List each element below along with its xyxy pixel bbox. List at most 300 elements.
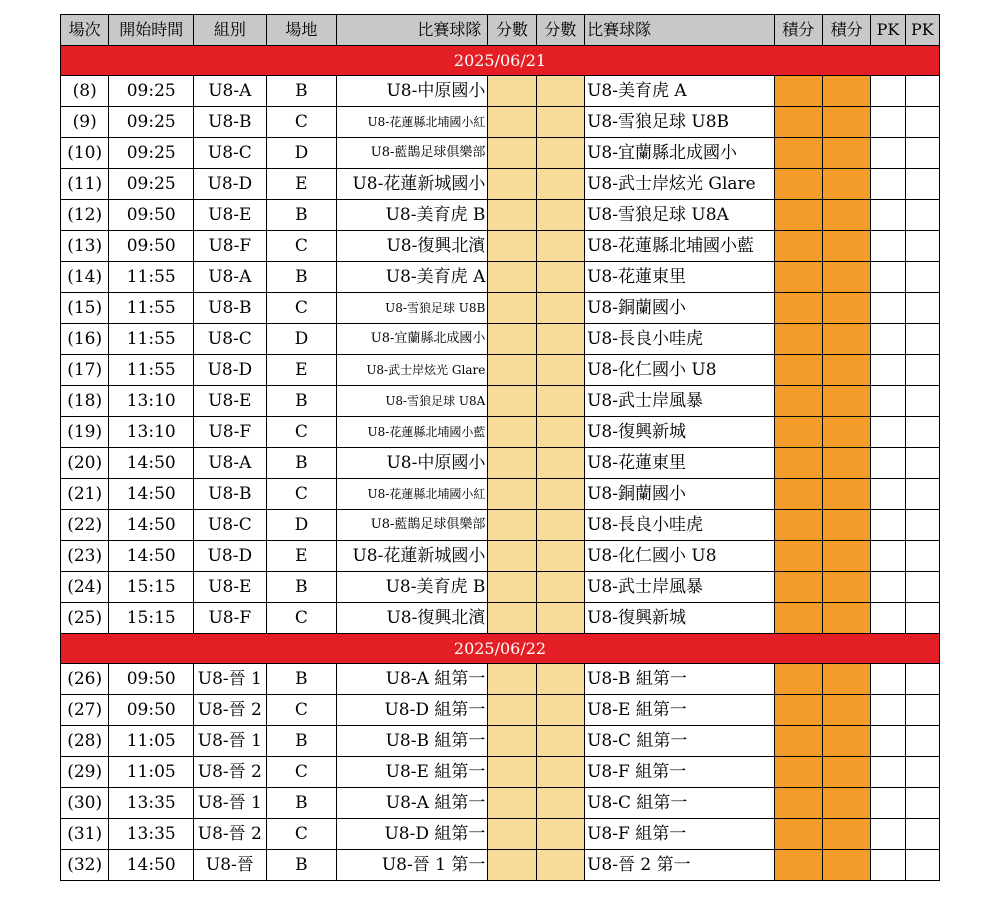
venue-cell: B bbox=[266, 572, 337, 603]
score-away-cell[interactable] bbox=[536, 819, 584, 850]
group-cell: U8-D bbox=[194, 541, 267, 572]
home-team-cell: U8-美育虎 B bbox=[337, 200, 488, 231]
group-cell: U8-C bbox=[194, 138, 267, 169]
points-away-cell[interactable] bbox=[822, 479, 870, 510]
pk-home-cell[interactable] bbox=[871, 479, 905, 510]
score-away-cell[interactable] bbox=[536, 76, 584, 107]
score-home-cell[interactable] bbox=[488, 169, 536, 200]
points-away-cell[interactable] bbox=[822, 510, 870, 541]
points-home-cell[interactable] bbox=[774, 603, 822, 634]
pk-home-cell[interactable] bbox=[871, 293, 905, 324]
match-no-cell: (28) bbox=[61, 726, 109, 757]
away-team-cell: U8-雪狼足球 U8A bbox=[585, 200, 775, 231]
start-time-cell: 13:10 bbox=[109, 386, 194, 417]
points-away-cell[interactable] bbox=[822, 541, 870, 572]
group-cell: U8-晉 2 bbox=[194, 695, 267, 726]
table-row bbox=[61, 850, 940, 881]
score-home-cell[interactable] bbox=[488, 572, 536, 603]
away-team-cell: U8-雪狼足球 U8B bbox=[585, 107, 775, 138]
home-team-cell: U8-復興北濱 bbox=[337, 231, 488, 262]
table-row bbox=[61, 726, 940, 757]
score-home-cell[interactable] bbox=[488, 757, 536, 788]
venue-cell: D bbox=[266, 324, 337, 355]
pk-home-cell[interactable] bbox=[871, 850, 905, 881]
points-away-cell[interactable] bbox=[822, 262, 870, 293]
points-away-cell[interactable] bbox=[822, 169, 870, 200]
pk-home-cell[interactable] bbox=[871, 510, 905, 541]
score-away-cell[interactable] bbox=[536, 107, 584, 138]
match-no-cell: (11) bbox=[61, 169, 109, 200]
header-home-team: 比賽球隊 bbox=[337, 15, 488, 46]
points-away-cell[interactable] bbox=[822, 138, 870, 169]
away-team-cell: U8-長良小哇虎 bbox=[585, 324, 775, 355]
score-home-cell[interactable] bbox=[488, 107, 536, 138]
table-row bbox=[61, 417, 940, 448]
match-no-cell: (14) bbox=[61, 262, 109, 293]
start-time-cell: 14:50 bbox=[109, 541, 194, 572]
score-away-cell[interactable] bbox=[536, 355, 584, 386]
score-home-cell[interactable] bbox=[488, 355, 536, 386]
header-match-no: 場次 bbox=[61, 15, 109, 46]
score-home-cell[interactable] bbox=[488, 695, 536, 726]
table-row bbox=[61, 169, 940, 200]
start-time-cell: 11:05 bbox=[109, 726, 194, 757]
pk-away-cell[interactable] bbox=[905, 479, 939, 510]
points-away-cell[interactable] bbox=[822, 695, 870, 726]
score-away-cell[interactable] bbox=[536, 541, 584, 572]
points-home-cell[interactable] bbox=[774, 695, 822, 726]
table-row bbox=[61, 324, 940, 355]
group-cell: U8-A bbox=[194, 448, 267, 479]
match-no-cell: (20) bbox=[61, 448, 109, 479]
pk-away-cell[interactable] bbox=[905, 510, 939, 541]
match-no-cell: (12) bbox=[61, 200, 109, 231]
score-home-cell[interactable] bbox=[488, 510, 536, 541]
score-away-cell[interactable] bbox=[536, 726, 584, 757]
start-time-cell: 15:15 bbox=[109, 603, 194, 634]
points-away-cell[interactable] bbox=[822, 200, 870, 231]
pk-home-cell[interactable] bbox=[871, 757, 905, 788]
date-row bbox=[61, 634, 940, 664]
score-home-cell[interactable] bbox=[488, 417, 536, 448]
pk-away-cell[interactable] bbox=[905, 572, 939, 603]
header-pk-away: PK bbox=[905, 15, 939, 46]
start-time-cell: 11:05 bbox=[109, 757, 194, 788]
score-away-cell[interactable] bbox=[536, 603, 584, 634]
venue-cell: C bbox=[266, 231, 337, 262]
away-team-cell: U8-花蓮縣北埔國小藍 bbox=[585, 231, 775, 262]
match-schedule-table bbox=[60, 14, 940, 881]
points-away-cell[interactable] bbox=[822, 417, 870, 448]
points-home-cell[interactable] bbox=[774, 386, 822, 417]
score-home-cell[interactable] bbox=[488, 603, 536, 634]
start-time-cell: 13:35 bbox=[109, 788, 194, 819]
points-away-cell[interactable] bbox=[822, 664, 870, 695]
match-no-cell: (22) bbox=[61, 510, 109, 541]
match-no-cell: (32) bbox=[61, 850, 109, 881]
venue-cell: B bbox=[266, 664, 337, 695]
venue-cell: B bbox=[266, 262, 337, 293]
score-home-cell[interactable] bbox=[488, 324, 536, 355]
match-no-cell: (31) bbox=[61, 819, 109, 850]
points-away-cell[interactable] bbox=[822, 788, 870, 819]
table-row bbox=[61, 262, 940, 293]
pk-away-cell[interactable] bbox=[905, 355, 939, 386]
points-home-cell[interactable] bbox=[774, 726, 822, 757]
table-row bbox=[61, 355, 940, 386]
table-row bbox=[61, 200, 940, 231]
pk-home-cell[interactable] bbox=[871, 448, 905, 479]
group-cell: U8-晉 1 bbox=[194, 788, 267, 819]
points-home-cell[interactable] bbox=[774, 76, 822, 107]
header-venue: 場地 bbox=[266, 15, 337, 46]
table-row bbox=[61, 479, 940, 510]
match-no-cell: (29) bbox=[61, 757, 109, 788]
venue-cell: C bbox=[266, 819, 337, 850]
venue-cell: C bbox=[266, 757, 337, 788]
pk-away-cell[interactable] bbox=[905, 138, 939, 169]
header-points-away: 積分 bbox=[822, 15, 870, 46]
table-row bbox=[61, 819, 940, 850]
pk-away-cell[interactable] bbox=[905, 262, 939, 293]
pk-home-cell[interactable] bbox=[871, 541, 905, 572]
score-away-cell[interactable] bbox=[536, 417, 584, 448]
group-cell: U8-D bbox=[194, 169, 267, 200]
home-team-cell: U8-花蓮縣北埔國小紅 bbox=[337, 107, 488, 138]
match-no-cell: (30) bbox=[61, 788, 109, 819]
home-team-cell: U8-E 組第一 bbox=[337, 757, 488, 788]
pk-home-cell[interactable] bbox=[871, 355, 905, 386]
points-away-cell[interactable] bbox=[822, 76, 870, 107]
pk-away-cell[interactable] bbox=[905, 448, 939, 479]
match-no-cell: (18) bbox=[61, 386, 109, 417]
home-team-cell: U8-宜蘭縣北成國小 bbox=[337, 324, 488, 355]
points-away-cell[interactable] bbox=[822, 293, 870, 324]
away-team-cell: U8-宜蘭縣北成國小 bbox=[585, 138, 775, 169]
points-home-cell[interactable] bbox=[774, 757, 822, 788]
home-team-cell: U8-A 組第一 bbox=[337, 788, 488, 819]
group-cell: U8-晉 1 bbox=[194, 664, 267, 695]
pk-home-cell[interactable] bbox=[871, 695, 905, 726]
pk-away-cell[interactable] bbox=[905, 726, 939, 757]
score-away-cell[interactable] bbox=[536, 448, 584, 479]
points-home-cell[interactable] bbox=[774, 138, 822, 169]
start-time-cell: 11:55 bbox=[109, 324, 194, 355]
score-home-cell[interactable] bbox=[488, 293, 536, 324]
pk-away-cell[interactable] bbox=[905, 603, 939, 634]
pk-home-cell[interactable] bbox=[871, 200, 905, 231]
home-team-cell: U8-花蓮縣北埔國小紅 bbox=[337, 479, 488, 510]
points-home-cell[interactable] bbox=[774, 355, 822, 386]
home-team-cell: U8-復興北濱 bbox=[337, 603, 488, 634]
venue-cell: D bbox=[266, 510, 337, 541]
header-score-away: 分數 bbox=[536, 15, 584, 46]
home-team-cell: U8-雪狼足球 U8B bbox=[337, 293, 488, 324]
away-team-cell: U8-復興新城 bbox=[585, 417, 775, 448]
away-team-cell: U8-武士岸風暴 bbox=[585, 572, 775, 603]
score-away-cell[interactable] bbox=[536, 324, 584, 355]
home-team-cell: U8-B 組第一 bbox=[337, 726, 488, 757]
start-time-cell: 14:50 bbox=[109, 479, 194, 510]
group-cell: U8-B bbox=[194, 107, 267, 138]
points-away-cell[interactable] bbox=[822, 757, 870, 788]
points-away-cell[interactable] bbox=[822, 850, 870, 881]
points-home-cell[interactable] bbox=[774, 324, 822, 355]
table-row bbox=[61, 448, 940, 479]
points-home-cell[interactable] bbox=[774, 850, 822, 881]
pk-home-cell[interactable] bbox=[871, 726, 905, 757]
points-away-cell[interactable] bbox=[822, 231, 870, 262]
venue-cell: B bbox=[266, 726, 337, 757]
score-away-cell[interactable] bbox=[536, 757, 584, 788]
points-away-cell[interactable] bbox=[822, 324, 870, 355]
points-away-cell[interactable] bbox=[822, 386, 870, 417]
home-team-cell: U8-D 組第一 bbox=[337, 819, 488, 850]
group-cell: U8-F bbox=[194, 603, 267, 634]
score-away-cell[interactable] bbox=[536, 572, 584, 603]
venue-cell: E bbox=[266, 355, 337, 386]
start-time-cell: 11:55 bbox=[109, 355, 194, 386]
pk-away-cell[interactable] bbox=[905, 757, 939, 788]
group-cell: U8-C bbox=[194, 324, 267, 355]
score-away-cell[interactable] bbox=[536, 664, 584, 695]
pk-home-cell[interactable] bbox=[871, 819, 905, 850]
score-away-cell[interactable] bbox=[536, 510, 584, 541]
pk-home-cell[interactable] bbox=[871, 107, 905, 138]
pk-away-cell[interactable] bbox=[905, 788, 939, 819]
pk-away-cell[interactable] bbox=[905, 541, 939, 572]
home-team-cell: U8-美育虎 B bbox=[337, 572, 488, 603]
score-home-cell[interactable] bbox=[488, 726, 536, 757]
match-no-cell: (21) bbox=[61, 479, 109, 510]
score-away-cell[interactable] bbox=[536, 695, 584, 726]
pk-home-cell[interactable] bbox=[871, 572, 905, 603]
home-team-cell: U8-晉 1 第一 bbox=[337, 850, 488, 881]
start-time-cell: 15:15 bbox=[109, 572, 194, 603]
header-pk-home: PK bbox=[871, 15, 905, 46]
match-no-cell: (19) bbox=[61, 417, 109, 448]
start-time-cell: 13:35 bbox=[109, 819, 194, 850]
score-home-cell[interactable] bbox=[488, 664, 536, 695]
score-home-cell[interactable] bbox=[488, 850, 536, 881]
venue-cell: C bbox=[266, 695, 337, 726]
pk-home-cell[interactable] bbox=[871, 664, 905, 695]
venue-cell: B bbox=[266, 386, 337, 417]
date-label: 2025/06/21 bbox=[61, 46, 940, 76]
score-home-cell[interactable] bbox=[488, 386, 536, 417]
home-team-cell: U8-雪狼足球 U8A bbox=[337, 386, 488, 417]
score-home-cell[interactable] bbox=[488, 448, 536, 479]
pk-away-cell[interactable] bbox=[905, 695, 939, 726]
pk-home-cell[interactable] bbox=[871, 417, 905, 448]
pk-away-cell[interactable] bbox=[905, 231, 939, 262]
table-row bbox=[61, 231, 940, 262]
group-cell: U8-E bbox=[194, 386, 267, 417]
start-time-cell: 14:50 bbox=[109, 850, 194, 881]
match-no-cell: (27) bbox=[61, 695, 109, 726]
away-team-cell: U8-化仁國小 U8 bbox=[585, 355, 775, 386]
venue-cell: C bbox=[266, 107, 337, 138]
score-away-cell[interactable] bbox=[536, 850, 584, 881]
match-no-cell: (16) bbox=[61, 324, 109, 355]
pk-away-cell[interactable] bbox=[905, 417, 939, 448]
home-team-cell: U8-藍鵲足球俱樂部 bbox=[337, 510, 488, 541]
pk-home-cell[interactable] bbox=[871, 231, 905, 262]
score-away-cell[interactable] bbox=[536, 788, 584, 819]
points-home-cell[interactable] bbox=[774, 510, 822, 541]
points-away-cell[interactable] bbox=[822, 448, 870, 479]
points-away-cell[interactable] bbox=[822, 355, 870, 386]
pk-home-cell[interactable] bbox=[871, 603, 905, 634]
pk-home-cell[interactable] bbox=[871, 262, 905, 293]
group-cell: U8-A bbox=[194, 262, 267, 293]
score-away-cell[interactable] bbox=[536, 231, 584, 262]
pk-away-cell[interactable] bbox=[905, 293, 939, 324]
points-home-cell[interactable] bbox=[774, 417, 822, 448]
pk-away-cell[interactable] bbox=[905, 107, 939, 138]
home-team-cell: U8-美育虎 A bbox=[337, 262, 488, 293]
score-home-cell[interactable] bbox=[488, 138, 536, 169]
pk-away-cell[interactable] bbox=[905, 386, 939, 417]
pk-home-cell[interactable] bbox=[871, 138, 905, 169]
header-start-time: 開始時間 bbox=[109, 15, 194, 46]
match-no-cell: (10) bbox=[61, 138, 109, 169]
group-cell: U8-D bbox=[194, 355, 267, 386]
group-cell: U8-晉 1 bbox=[194, 726, 267, 757]
venue-cell: C bbox=[266, 293, 337, 324]
points-away-cell[interactable] bbox=[822, 726, 870, 757]
group-cell: U8-晉 2 bbox=[194, 757, 267, 788]
pk-away-cell[interactable] bbox=[905, 664, 939, 695]
points-home-cell[interactable] bbox=[774, 819, 822, 850]
venue-cell: E bbox=[266, 541, 337, 572]
away-team-cell: U8-晉 2 第一 bbox=[585, 850, 775, 881]
start-time-cell: 13:10 bbox=[109, 417, 194, 448]
points-away-cell[interactable] bbox=[822, 107, 870, 138]
group-cell: U8-B bbox=[194, 479, 267, 510]
group-cell: U8-晉 2 bbox=[194, 819, 267, 850]
match-no-cell: (17) bbox=[61, 355, 109, 386]
match-no-cell: (23) bbox=[61, 541, 109, 572]
venue-cell: C bbox=[266, 603, 337, 634]
score-home-cell[interactable] bbox=[488, 479, 536, 510]
pk-home-cell[interactable] bbox=[871, 386, 905, 417]
score-away-cell[interactable] bbox=[536, 200, 584, 231]
table-row bbox=[61, 757, 940, 788]
score-away-cell[interactable] bbox=[536, 169, 584, 200]
start-time-cell: 09:50 bbox=[109, 231, 194, 262]
start-time-cell: 09:25 bbox=[109, 169, 194, 200]
points-home-cell[interactable] bbox=[774, 788, 822, 819]
away-team-cell: U8-化仁國小 U8 bbox=[585, 541, 775, 572]
points-home-cell[interactable] bbox=[774, 262, 822, 293]
points-away-cell[interactable] bbox=[822, 819, 870, 850]
pk-home-cell[interactable] bbox=[871, 788, 905, 819]
pk-away-cell[interactable] bbox=[905, 850, 939, 881]
start-time-cell: 09:50 bbox=[109, 664, 194, 695]
venue-cell: C bbox=[266, 479, 337, 510]
pk-home-cell[interactable] bbox=[871, 169, 905, 200]
table-row bbox=[61, 788, 940, 819]
score-away-cell[interactable] bbox=[536, 293, 584, 324]
score-home-cell[interactable] bbox=[488, 541, 536, 572]
points-home-cell[interactable] bbox=[774, 107, 822, 138]
away-team-cell: U8-C 組第一 bbox=[585, 788, 775, 819]
away-team-cell: U8-武士岸炫光 Glare bbox=[585, 169, 775, 200]
pk-away-cell[interactable] bbox=[905, 200, 939, 231]
group-cell: U8-B bbox=[194, 293, 267, 324]
venue-cell: E bbox=[266, 169, 337, 200]
score-home-cell[interactable] bbox=[488, 788, 536, 819]
points-home-cell[interactable] bbox=[774, 572, 822, 603]
table-row bbox=[61, 76, 940, 107]
match-no-cell: (26) bbox=[61, 664, 109, 695]
points-home-cell[interactable] bbox=[774, 479, 822, 510]
group-cell: U8-晉 bbox=[194, 850, 267, 881]
home-team-cell: U8-武士岸炫光 Glare bbox=[337, 355, 488, 386]
score-home-cell[interactable] bbox=[488, 262, 536, 293]
pk-away-cell[interactable] bbox=[905, 76, 939, 107]
start-time-cell: 14:50 bbox=[109, 510, 194, 541]
home-team-cell: U8-花蓮新城國小 bbox=[337, 541, 488, 572]
points-home-cell[interactable] bbox=[774, 664, 822, 695]
home-team-cell: U8-花蓮新城國小 bbox=[337, 169, 488, 200]
score-away-cell[interactable] bbox=[536, 138, 584, 169]
score-home-cell[interactable] bbox=[488, 231, 536, 262]
group-cell: U8-E bbox=[194, 200, 267, 231]
away-team-cell: U8-美育虎 A bbox=[585, 76, 775, 107]
venue-cell: B bbox=[266, 76, 337, 107]
start-time-cell: 09:25 bbox=[109, 138, 194, 169]
group-cell: U8-E bbox=[194, 572, 267, 603]
points-home-cell[interactable] bbox=[774, 231, 822, 262]
score-home-cell[interactable] bbox=[488, 200, 536, 231]
home-team-cell: U8-A 組第一 bbox=[337, 664, 488, 695]
start-time-cell: 09:25 bbox=[109, 76, 194, 107]
table-row bbox=[61, 541, 940, 572]
venue-cell: D bbox=[266, 138, 337, 169]
score-away-cell[interactable] bbox=[536, 386, 584, 417]
points-home-cell[interactable] bbox=[774, 448, 822, 479]
score-away-cell[interactable] bbox=[536, 479, 584, 510]
score-home-cell[interactable] bbox=[488, 819, 536, 850]
table-row bbox=[61, 107, 940, 138]
header-group: 組別 bbox=[194, 15, 267, 46]
match-no-cell: (25) bbox=[61, 603, 109, 634]
pk-home-cell[interactable] bbox=[871, 76, 905, 107]
away-team-cell: U8-E 組第一 bbox=[585, 695, 775, 726]
home-team-cell: U8-中原國小 bbox=[337, 76, 488, 107]
points-home-cell[interactable] bbox=[774, 200, 822, 231]
points-home-cell[interactable] bbox=[774, 169, 822, 200]
points-away-cell[interactable] bbox=[822, 603, 870, 634]
group-cell: U8-F bbox=[194, 231, 267, 262]
points-away-cell[interactable] bbox=[822, 572, 870, 603]
table-row bbox=[61, 386, 940, 417]
score-home-cell[interactable] bbox=[488, 76, 536, 107]
pk-away-cell[interactable] bbox=[905, 169, 939, 200]
away-team-cell: U8-武士岸風暴 bbox=[585, 386, 775, 417]
pk-away-cell[interactable] bbox=[905, 819, 939, 850]
points-home-cell[interactable] bbox=[774, 541, 822, 572]
score-away-cell[interactable] bbox=[536, 262, 584, 293]
pk-away-cell[interactable] bbox=[905, 324, 939, 355]
pk-home-cell[interactable] bbox=[871, 324, 905, 355]
points-home-cell[interactable] bbox=[774, 293, 822, 324]
match-no-cell: (13) bbox=[61, 231, 109, 262]
date-row bbox=[61, 46, 940, 76]
start-time-cell: 09:50 bbox=[109, 200, 194, 231]
